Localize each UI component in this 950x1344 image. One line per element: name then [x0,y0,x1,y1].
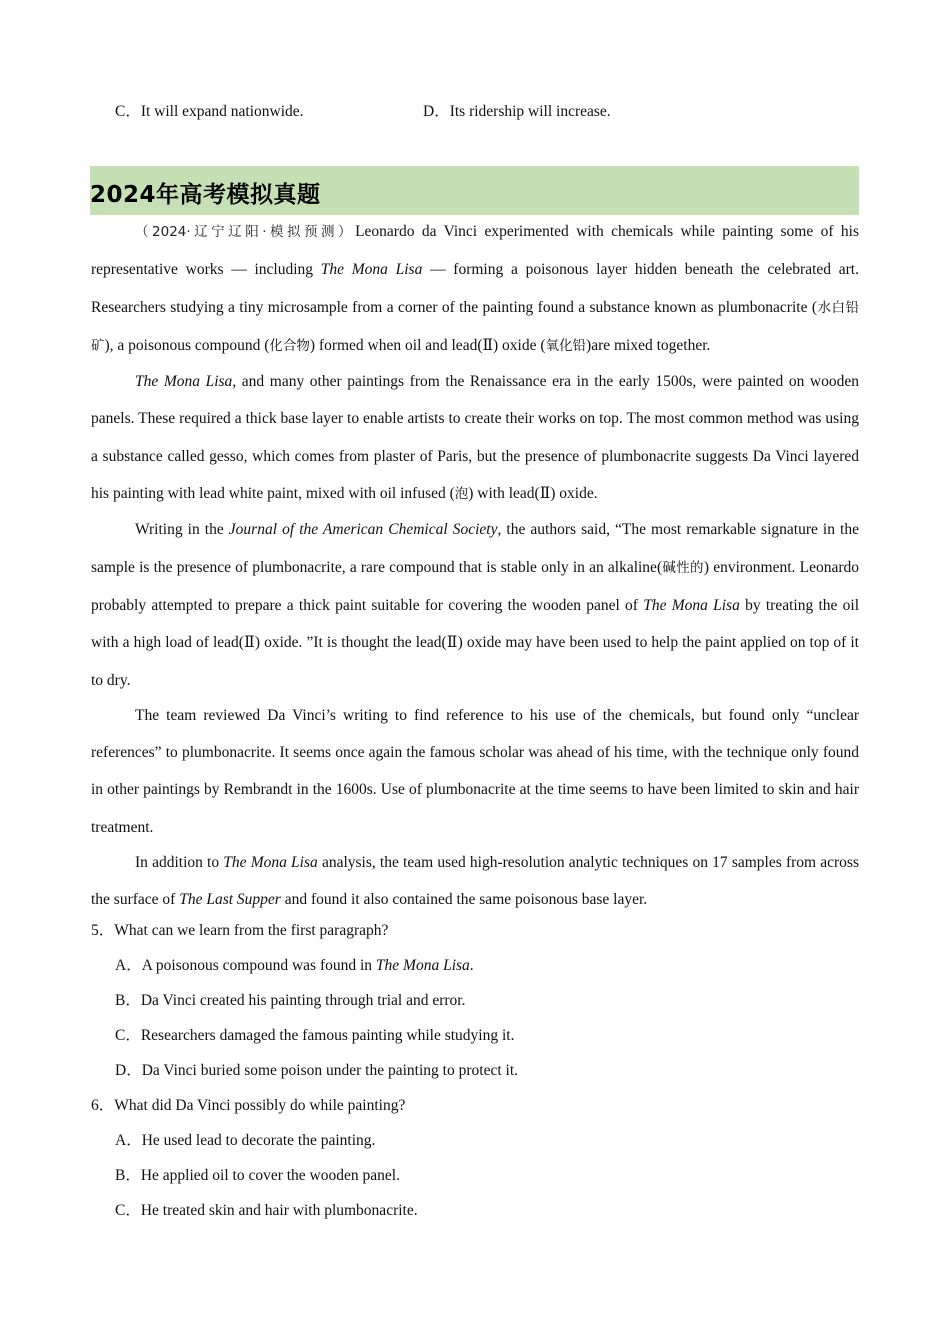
source-citation: （2024·辽宁辽阳·模拟预测） [135,224,356,240]
text: , the authors said, “The most remarkable signature in the sample is the presence of plumbonacrite, a rare compound that is stable only in an alkaline( [91,521,859,576]
title-mona-lisa: The Mona Lisa [135,373,233,391]
text: analysis, the team used high-resolution analytic techniques on 17 samples from across the surface of [91,854,859,909]
previous-question-options [115,99,875,121]
paragraph-4: The team reviewed Da Vinci’s writing to find reference to his use of the chemicals, but found only “unclear references” to plumbonacrite. It seems once again the famous scholar was ahead of his time, with the technique only found in other paintings by Rembrandt in the 1600s. Use of plumbonacrite at the time seems to have been limited to skin and hair treatment. [91,706,859,836]
question-6-stem: 6．What did Da Vinci possibly do while painting? [91,1097,406,1114]
text: ) environment. Leonardo probably attempted to prepare a thick paint suitable for covering the wooden panel of [91,558,859,614]
title-last-supper: The Last Supper [179,891,281,909]
text: Leonardo da Vinci experimented with chemicals while painting some of his representative works — including [91,223,859,279]
text: ) formed when oil and lead(Ⅱ) oxide ( [309,336,546,354]
option-text: . [469,957,474,974]
question-list [91,913,859,1228]
text: ) with lead(Ⅱ) oxide. [468,485,598,503]
text: and found it also contained the same poisonous base layer. [280,891,648,909]
question-6-option-b[interactable]: B．He applied oil to cover the wooden panel. [115,1167,400,1184]
text: , and many other paintings from the Renaissance era in the early 1500s, were painted on wooden panels. These required a thick base layer to enable artists to create their works on top. The most common method was using a substance called gesso, which comes from plaster of Paris, but the presence of plumbonacrite suggests Da Vinci layered his painting with lead white paint, mixed with oil infused ( [91,373,859,503]
title-mona-lisa: The Mona Lisa [643,596,740,614]
option-d[interactable]: D．Its ridership will increase. [423,103,611,120]
title-mona-lisa: The Mona Lisa [320,261,423,279]
paragraph-1 [91,213,859,365]
question-5-option-a[interactable] [91,948,859,983]
option-c[interactable]: C．It will expand nationwide. [115,103,304,120]
text: — forming a poisonous layer hidden beneath the celebrated art. Researchers studying a tiny microsample from a corner of the painting found a substance known as plumbonacrite ( [91,261,859,316]
question-6-option-a[interactable]: A．He used lead to decorate the painting. [115,1132,376,1149]
journal-title: Journal of the American Chemical Society [228,521,498,539]
question-5-option-d[interactable]: D．Da Vinci buried some poison under the painting to protect it. [115,1062,519,1079]
gloss: 泡 [454,486,469,503]
question-5-option-c[interactable]: C．Researchers damaged the famous painting while studying it. [115,1027,515,1044]
text: ), a poisonous compound ( [104,336,270,354]
text: In addition to [135,854,224,872]
paragraph-2 [91,363,859,513]
question-5-option-b[interactable]: B．Da Vinci created his painting through trial and error. [115,992,466,1009]
title-mona-lisa: The Mona Lisa [223,854,318,872]
text: )are mixed together. [586,336,711,354]
text: by treating the oil with a high load of lead(Ⅱ) oxide. ”It is thought the lead(Ⅱ) oxide may have been used to help the paint applied on top of it to dry. [91,596,860,689]
title-mona-lisa: The Mona Lisa [375,957,470,974]
section-title: 2024年高考模拟真题 [90,166,859,215]
gloss: 碱性的 [662,559,704,576]
question-5-stem: 5．What can we learn from the first paragraph? [91,922,389,939]
option-text: A．A poisonous compound was found in [115,957,376,974]
paragraph-3 [91,511,859,698]
gloss: 化合物 [269,337,310,354]
paragraph-5 [91,844,859,919]
gloss: 水白铅矿 [91,299,859,354]
gloss: 氧化铅 [545,337,587,354]
text: Writing in the [135,521,229,539]
question-6-option-c[interactable]: C．He treated skin and hair with plumbonacrite. [115,1202,418,1219]
reading-passage [91,213,859,919]
